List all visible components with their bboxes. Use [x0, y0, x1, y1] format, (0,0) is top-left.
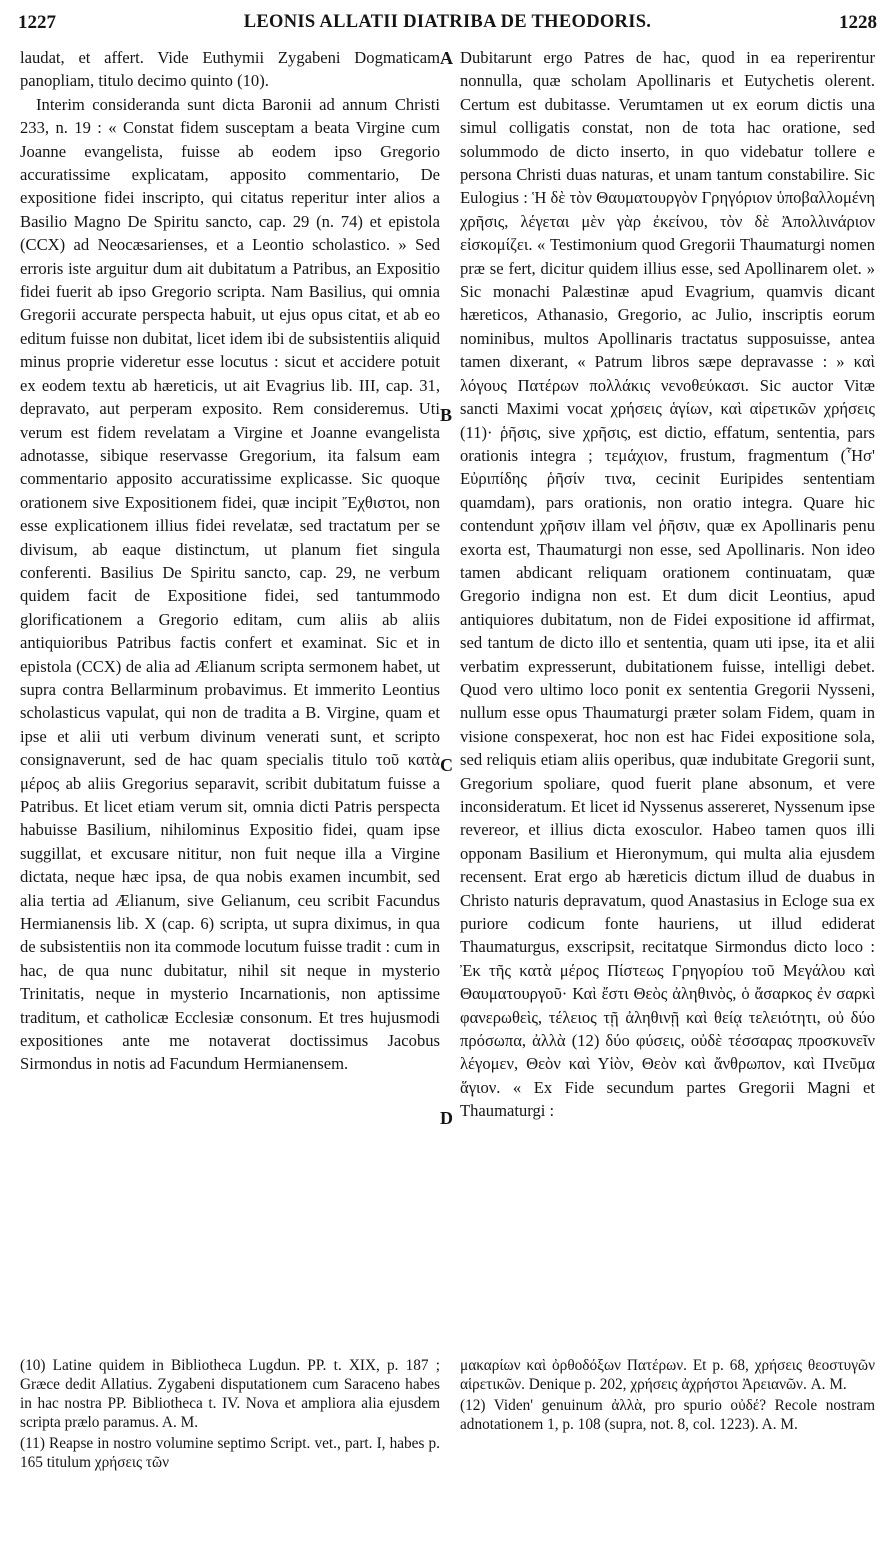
margin-marker-a: A — [440, 48, 453, 68]
page-header — [18, 12, 877, 38]
footnote: (12) Viden' genuinum ἀλλὰ, pro spurio οὐδέ? Recole nostram adnotationem 1, p. 108 (supra, not. 8, col. 1223). A. M. — [460, 1397, 875, 1433]
footnote: (10) Latine quidem in Bibliotheca Lugdun. PP. t. XIX, p. 187 ; Græce dedit Allatius. Zygabeni disputationem cum Saraceno habes in hac nostra PP. Bibliotheca t. IV. Nova et ampliora alia ejusdem scripta prælo paramus. A. M. — [20, 1357, 440, 1431]
right-text-column — [460, 46, 875, 1123]
footnote: (11) Reapse in nostro volumine septimo Script. vet., part. I, habes p. 165 titulum χρήσεις τῶν — [20, 1435, 440, 1471]
left-paragraph: laudat, et affert. Vide Euthymii Zygabeni Dogmaticam panopliam, titulo decimo quinto (10). — [20, 48, 440, 91]
right-paragraph: Dubitarunt ergo Patres de hac, quod in ea reperirentur nonnulla, quæ scholam Apollinaris et Eutychetis olerent. Certum est dubitasse. Verumtamen ut ex eorum dictis una simul colligatis constat, non de tota hac oratione, sed solummodo de dicto inserto, in quo videbatur tollere e persona Christi duas naturas, et unam tantum constabilire. Sic Eulogius : Ἡ δὲ τὸν Θαυματουργὸν Γρηγόριον ὑποβαλλομένη χρῆσις, λέγεται μὲν γὰρ ἐκείνου, τὸν δὲ Ἀπολλινάριον εἰσκομίζει. « Testimonium quod Gregorii Thaumaturgi nomen præ se fert, dicitur quidem illius esse, sed Apollinarem olet. » Sic monachi Palæstinæ apud Evagrium, quamvis dicant hæreticos, Athanasio, Gregorio, ac Julio, inscriptis eorum nominibus, multos Apollinaris tractatus supposuisse, antea tamen dixerant, « Patrum libros sæpe depravasse : » καὶ λόγους Πατέρων πολλάκις νενοθεύκασι. Sic auctor Vitæ sancti Maximi vocat χρήσεις ἁγίων, καὶ αἱρετικῶν χρήσεις (11)· ῥῆσις, sive χρῆσις, est dictio, effatum, sententia, pars orationis integra ; τεμάχιον, frustum, fragmentum (Ἧσ' Εὐριπίδης ῥῆσίν τινα, cecinit Euripides sententiam quamdam), pars orationis, non oratio integra. Quare hic contendunt χρῆσιν illam vel ῥῆσιν, quæ ex Apollinaris penu exorta est, Thaumaturgi non esse, sed Apollinaris. Non ideo tamen abdicant reliquam orationem continuatam, quæ Gregorio indigna non est. Et dum dicit Leontius, apud antiquiores dubitatum, non de Fidei expositione id affirmat, sed tantum de dicto illo et sententia, quam uti ipse, ita et alii verbatim expresserunt, dubitationem fuisse, intelligi debet. Quod vero ultimo loco ponit ex sententia Gregorii Nysseni, nullum esse opus Thaumaturgi præter solam Fidem, quam in visione conspexerat, hoc non est hac Fidei expositione sola, sed reliquis etiam aliis operibus, quæ indubitate Gregorii sunt, Gregorium spoliare, quod fuerit plane absonum, et vere inconsideratum. Et licet id Nyssenus assereret, Nyssenum ipse revereor, et illius dicta exosculor. Habeo tamen quos illi opponam Basilium et Hieronymum, qui multa alia ejusdem recensent. Erat ergo ab hæreticis dictum illud de duabus in Christo naturis depravatum, quod Anastasius in Ecloge sua ex puriore codicum fonte hauriens, ut illud ediderat Thaumaturgus, exscripsit, recitatque Sirmondus dicto loco : Ἐκ τῆς κατὰ μέρος Πίστεως Γρηγορίου τοῦ Μεγάλου καὶ Θαυματουργοῦ· Καὶ ἔστι Θεὸς ἀληθινὸς, ὁ ἄσαρκος ἐν σαρκὶ φανερωθεὶς, τέλειος τῇ ἀληθινῇ καὶ θείᾳ τελειότητι, οὐ δύο πρόσωπα, ἀλλὰ (12) δύο φύσεις, οὐδὲ τέσσαρας προσκυνεῖν λέγομεν, Θεὸν καὶ Υἱὸν, Θεὸν καὶ ἄνθρωπον, καὶ Πνεῦμα ἅγιον. « Ex Fide secundum partes Gregorii Magni et Thaumaturgi : — [460, 48, 875, 1121]
left-page-number: 1227 — [18, 12, 56, 33]
margin-marker-c: C — [440, 755, 453, 775]
right-page-number: 1228 — [839, 12, 877, 33]
footnotes-right — [460, 1356, 875, 1434]
footnotes-left — [20, 1356, 440, 1472]
running-title: LEONIS ALLATII DIATRIBA DE THEODORIS. — [243, 12, 652, 32]
margin-marker-b: B — [440, 405, 453, 425]
left-paragraph: Interim consideranda sunt dicta Baronii ad annum Christi 233, n. 19 : « Constat fidem susceptam a beata Virgine cum Joanne evangelista, fuisse ab eodem ipso Gregorio accuratissime explicatam, apposito commentario, De expositione fidei inscripto, qui citatus reperitur inter alios a Basilio Magno De Spiritu sancto, cap. 29 (n. 74) et epistola (CCX) ad Neocæsarienses, et a Leontio scholastico. » Sed erroris iste arguitur dum ait dubitatum a Patribus, an Expositio fidei fuerit ab ipso Gregorio scripta. Nam Basilius, qui omnia Gregorii accurate perspecta habuit, ut ejus opus citat, et ab eo editum fuisse non dubitat, licet idem ibi de subsistentiis aliquid minus proprie videretur esse locutus : sicut et accidere potuit ex eodem textu ab hæreticis, ut ait Evagrius lib. III, cap. 31, depravato, aut perperam exposito. Rem consideremus. Uti verum est fidem revelatam a Virgine et Joanne evangelista adnotasse, sibique reservasse Gregorium, ita falsum eam commentario apposito accuratissime explicasse. Sic quoque orationem sive Expositionem fidei, quæ incipit Ἔχθιστοι, non esse explicationem illius fidei revelatæ, sed tractatum per se divisum, ab eaque distinctum, ut planum fiet singula conferenti. Basilius De Spiritu sancto, cap. 29, ne verbum quidem facit de Expositione fidei, sed tantummodo glorificationem a Gregorio editam, cum aliis ab aliis antiquioribus Patribus factis confert et examinat. Sic et in epistola (CCX) de alia ad Ælianum scripta sermonem habet, ut supra contra Bellarminum probavimus. Et immerito Leontius scholasticus vapulat, qui non de tradita a B. Virgine, quam et ipse et alii uti verbum divinum venerati sunt, et scripto consignaverunt, sed de hac quam specialis titulo τοῦ κατὰ μέρος ab aliis Gregorius separavit, scribit dubitatum fuisse a Patribus. Et licet etiam verum sit, omnia dicti Patris perspecta habuisse Basilium, nihilominus Expositio fidei, quam ipse suggillat, et excusare nititur, non fuit neque illa a Virgine dictata, neque hæc ipsa, de qua nobis examen incumbit, sed alia tertia ad Ælianum, sive Gelianum, ceu scribit Facundus Hermianensis lib. X (cap. 6) scripta, ut supra diximus, in qua de subsistentiis non ita commode locutum fuisse tradit : cum in hac, de qua nunc dubitatur, nihil sit neque in mysterio Trinitatis, neque in mysterio Incarnationis, non aptissime traditum, et catholicæ Ecclesiæ consonum. Et tres hujusmodi expositiones ante me notaverat doctissimus Jacobus Sirmondus in notis ad Facundum Hermianensem. — [20, 94, 440, 1074]
left-text-column — [20, 46, 440, 1076]
margin-marker-d: D — [440, 1108, 453, 1128]
footnote: μακαρίων καὶ ὀρθοδόξων Πατέρων. Et p. 68, χρήσεις θεοστυγῶν αἱρετικῶν. Denique p. 202, χρήσεις ἀχρήστοι Ἀρειανῶν. A. M. — [460, 1357, 875, 1393]
